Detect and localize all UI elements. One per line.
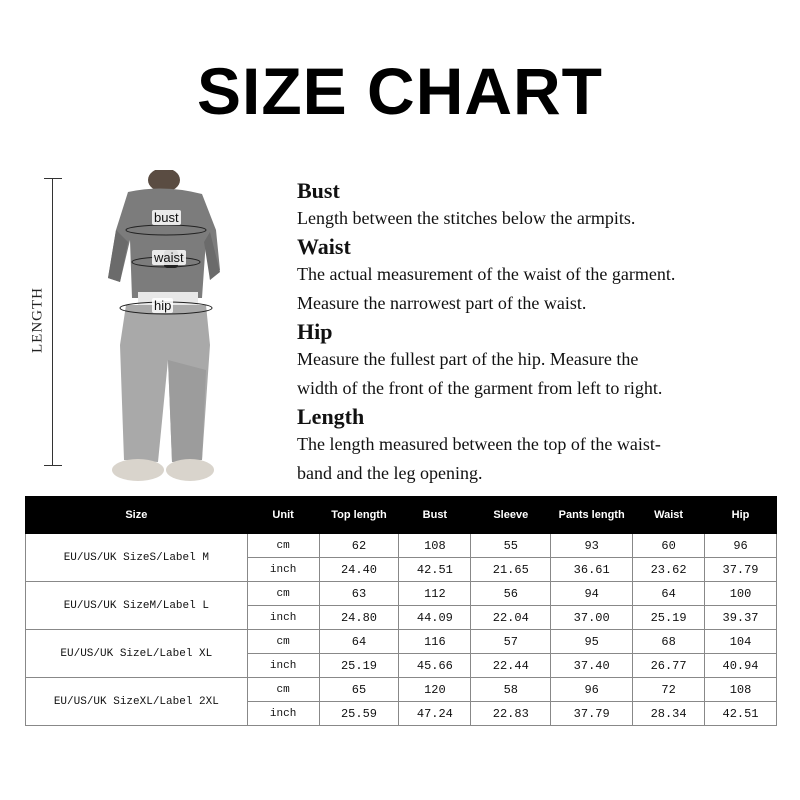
table-cell: 64 bbox=[633, 582, 705, 606]
header-top-length: Top length bbox=[319, 497, 399, 534]
length-line bbox=[52, 178, 53, 465]
table-cell: 94 bbox=[551, 582, 633, 606]
table-cell: 68 bbox=[633, 630, 705, 654]
table-cell: 22.04 bbox=[471, 606, 551, 630]
table-cell: 39.37 bbox=[705, 606, 777, 630]
unit-cell: cm bbox=[247, 582, 319, 606]
hip-heading: Hip bbox=[297, 319, 333, 344]
table-cell: 55 bbox=[471, 534, 551, 558]
table-cell: 22.44 bbox=[471, 654, 551, 678]
hip-text: Measure the fullest part of the hip. Measure the bbox=[297, 349, 639, 369]
size-table bbox=[25, 496, 777, 726]
table-cell: 45.66 bbox=[399, 654, 471, 678]
unit-cell: inch bbox=[247, 606, 319, 630]
bust-text: Length between the stitches below the armpits. bbox=[297, 208, 636, 228]
table-header-row bbox=[26, 497, 777, 534]
table-cell: 47.24 bbox=[399, 702, 471, 726]
table-cell: 37.00 bbox=[551, 606, 633, 630]
hip-label: hip bbox=[154, 298, 172, 313]
table-cell: 62 bbox=[319, 534, 399, 558]
header-hip: Hip bbox=[705, 497, 777, 534]
table-cell: 37.79 bbox=[705, 558, 777, 582]
bust-label: bust bbox=[154, 210, 179, 225]
waist-heading: Waist bbox=[297, 234, 351, 259]
table-cell: 95 bbox=[551, 630, 633, 654]
table-cell: 23.62 bbox=[633, 558, 705, 582]
measurement-descriptions bbox=[297, 177, 787, 488]
table-cell: 104 bbox=[705, 630, 777, 654]
table-cell: 57 bbox=[471, 630, 551, 654]
table-cell: 93 bbox=[551, 534, 633, 558]
header-unit: Unit bbox=[247, 497, 319, 534]
table-cell: 120 bbox=[399, 678, 471, 702]
header-sleeve: Sleeve bbox=[471, 497, 551, 534]
table-cell: 112 bbox=[399, 582, 471, 606]
table-cell: 26.77 bbox=[633, 654, 705, 678]
waist-label: waist bbox=[154, 250, 184, 265]
table-cell: 108 bbox=[705, 678, 777, 702]
unit-cell: inch bbox=[247, 558, 319, 582]
waist-text: Measure the narrowest part of the waist. bbox=[297, 293, 587, 313]
table-cell: 28.34 bbox=[633, 702, 705, 726]
measurement-figure bbox=[20, 170, 270, 490]
size-cell: EU/US/UK SizeS/Label M bbox=[26, 534, 248, 582]
table-cell: 60 bbox=[633, 534, 705, 558]
unit-cell: inch bbox=[247, 702, 319, 726]
table-cell: 25.19 bbox=[633, 606, 705, 630]
table-cell: 25.59 bbox=[319, 702, 399, 726]
table-cell: 37.79 bbox=[551, 702, 633, 726]
header-size: Size bbox=[26, 497, 248, 534]
unit-cell: cm bbox=[247, 678, 319, 702]
table-cell: 72 bbox=[633, 678, 705, 702]
table-row bbox=[26, 678, 777, 702]
header-bust: Bust bbox=[399, 497, 471, 534]
table-cell: 40.94 bbox=[705, 654, 777, 678]
size-cell: EU/US/UK SizeXL/Label 2XL bbox=[26, 678, 248, 726]
unit-cell: cm bbox=[247, 630, 319, 654]
length-label: LENGTH bbox=[29, 287, 46, 353]
table-cell: 42.51 bbox=[399, 558, 471, 582]
table-cell: 36.61 bbox=[551, 558, 633, 582]
table-cell: 108 bbox=[399, 534, 471, 558]
table-cell: 63 bbox=[319, 582, 399, 606]
table-cell: 24.40 bbox=[319, 558, 399, 582]
unit-cell: cm bbox=[247, 534, 319, 558]
length-text: The length measured between the top of the waist- bbox=[297, 434, 661, 454]
bust-heading: Bust bbox=[297, 178, 340, 203]
table-row bbox=[26, 534, 777, 558]
page-title: SIZE CHART bbox=[197, 54, 603, 128]
table-cell: 58 bbox=[471, 678, 551, 702]
table-cell: 44.09 bbox=[399, 606, 471, 630]
size-cell: EU/US/UK SizeL/Label XL bbox=[26, 630, 248, 678]
size-cell: EU/US/UK SizeM/Label L bbox=[26, 582, 248, 630]
table-row bbox=[26, 582, 777, 606]
header-pants-length: Pants length bbox=[551, 497, 633, 534]
hip-text: width of the front of the garment from left to right. bbox=[297, 378, 663, 398]
table-cell: 42.51 bbox=[705, 702, 777, 726]
table-cell: 56 bbox=[471, 582, 551, 606]
length-tick-bottom bbox=[44, 465, 62, 466]
table-cell: 96 bbox=[551, 678, 633, 702]
table-cell: 24.80 bbox=[319, 606, 399, 630]
unit-cell: inch bbox=[247, 654, 319, 678]
table-cell: 65 bbox=[319, 678, 399, 702]
table-cell: 64 bbox=[319, 630, 399, 654]
table-row bbox=[26, 630, 777, 654]
table-cell: 22.83 bbox=[471, 702, 551, 726]
length-text: band and the leg opening. bbox=[297, 463, 483, 483]
table-cell: 21.65 bbox=[471, 558, 551, 582]
length-heading: Length bbox=[297, 404, 365, 429]
header-waist: Waist bbox=[633, 497, 705, 534]
table-cell: 100 bbox=[705, 582, 777, 606]
table-cell: 37.40 bbox=[551, 654, 633, 678]
table-cell: 116 bbox=[399, 630, 471, 654]
length-tick-top bbox=[44, 178, 62, 179]
table-cell: 25.19 bbox=[319, 654, 399, 678]
waist-text: The actual measurement of the waist of the garment. bbox=[297, 264, 676, 284]
table-cell: 96 bbox=[705, 534, 777, 558]
